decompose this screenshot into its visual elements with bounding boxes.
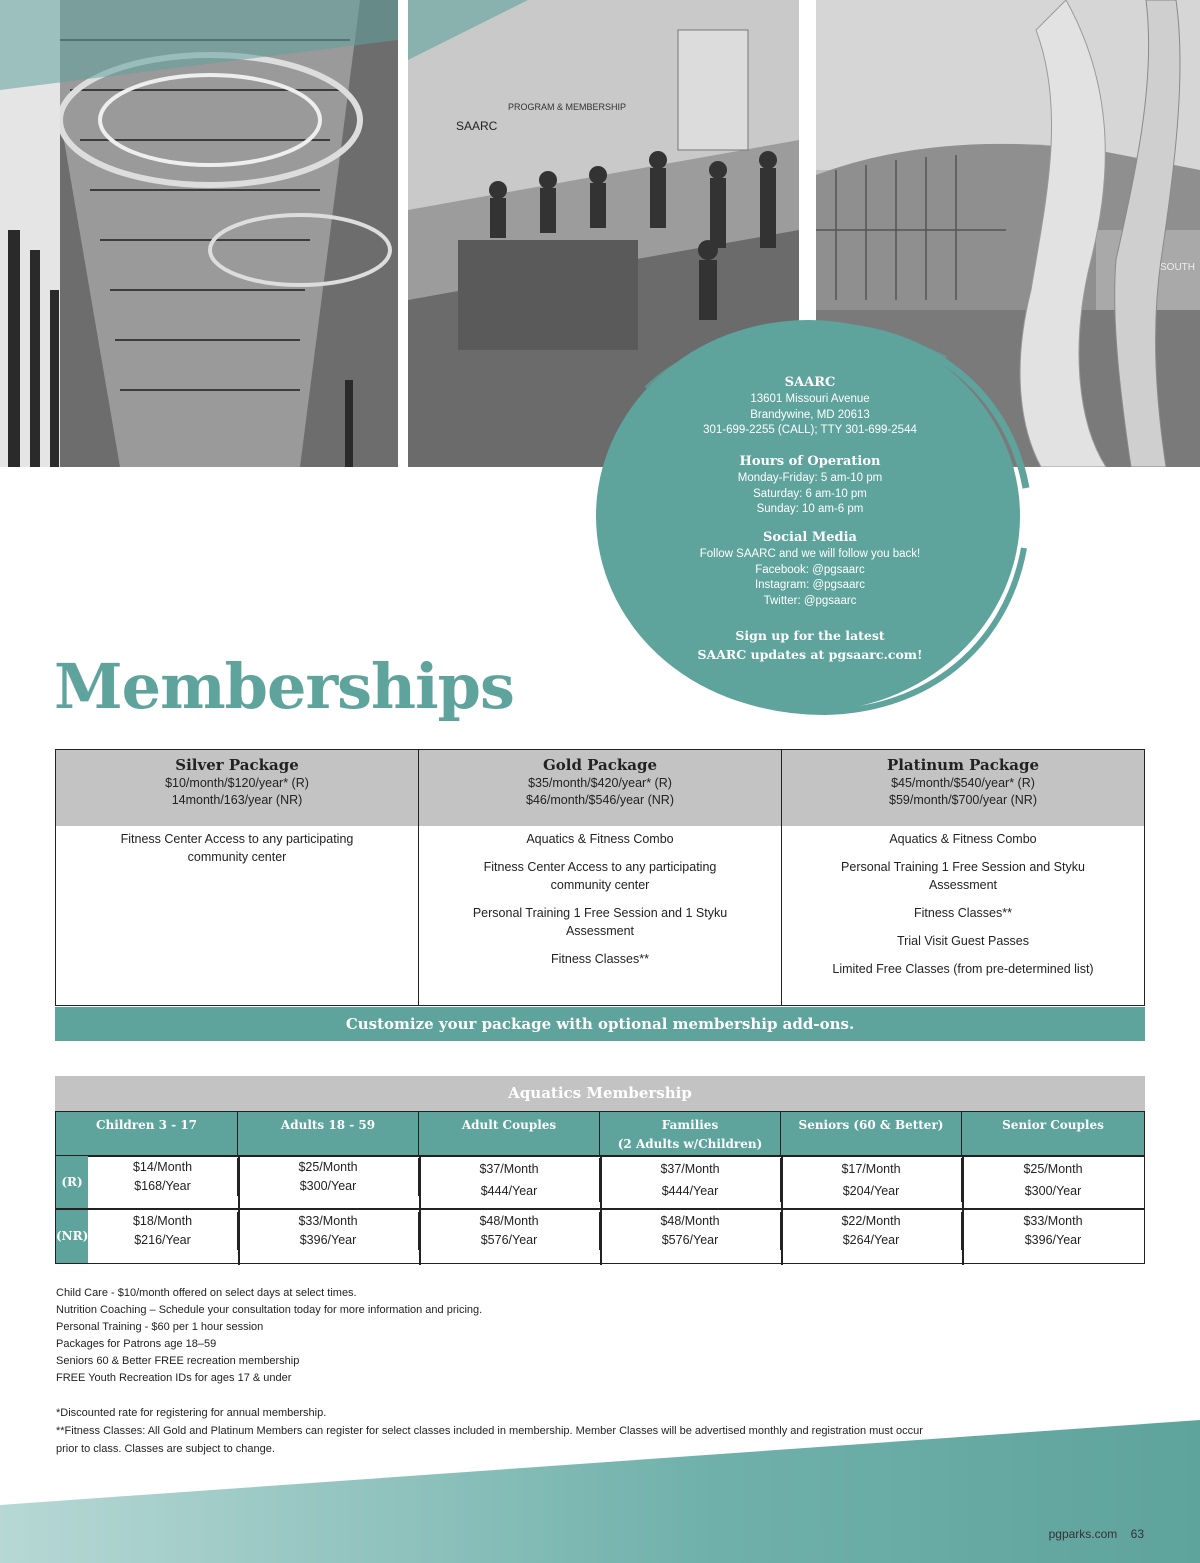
hours-saturday: Saturday: 6 am-10 pm <box>753 487 867 500</box>
package-price-r: $35/month/$420/year* (R) <box>528 776 672 790</box>
package-name: Silver Package <box>175 756 299 774</box>
note-item: Child Care - $10/month offered on select days at select times. <box>56 1287 357 1299</box>
hours-sunday: Sunday: 10 am-6 pm <box>756 503 864 515</box>
aquatics-cell: $37/Month $444/Year <box>419 1158 600 1202</box>
package-feature: Trial Visit Guest Passes <box>897 934 1029 948</box>
package-feature: Fitness Center Access to any participating community center <box>483 860 717 892</box>
package-column-silver <box>56 750 419 1005</box>
note-item: Packages for Patrons age 18–59 <box>56 1338 217 1350</box>
lobby-sign-text: SAARC <box>456 119 498 133</box>
addons-banner: Customize your package with optional membership add-ons. <box>55 1007 1145 1041</box>
aquatics-col-children: Children 3 - 17 <box>56 1112 238 1155</box>
aquatics-cell: $33/Month $396/Year <box>238 1212 419 1250</box>
aquatics-cell: $22/Month $264/Year <box>781 1212 962 1250</box>
social-heading: Social Media <box>763 530 857 545</box>
aquatics-cell: $14/Month $168/Year <box>88 1158 238 1196</box>
signup-block <box>586 626 1034 664</box>
aquatics-cell: $37/Month $444/Year <box>600 1158 781 1202</box>
info-address-block <box>586 374 1034 439</box>
aquatics-header-row <box>56 1112 1144 1155</box>
aquatics-col-families: Families (2 Adults w/Children) <box>600 1112 781 1155</box>
package-price-nr: $59/month/$700/year (NR) <box>889 793 1037 807</box>
signup-line-1: Sign up for the latest <box>735 628 885 643</box>
signup-line-2: SAARC updates at pgsaarc.com! <box>697 647 923 662</box>
note-item: Nutrition Coaching – Schedule your consultation today for more information and pricing. <box>56 1304 483 1316</box>
hours-block <box>586 453 1034 518</box>
facebook-handle: Facebook: @pgsaarc <box>755 563 865 576</box>
phone-line: 301-699-2255 (CALL); TTY 301-699-2544 <box>703 424 917 436</box>
package-price-r: $10/month/$120/year* (R) <box>165 776 309 790</box>
exterior-sign-text: SOUTH <box>1160 262 1195 273</box>
info-circle <box>586 318 1034 716</box>
address-line-2: Brandywine, MD 20613 <box>750 408 870 421</box>
package-feature: Personal Training 1 Free Session and Styku Assessment <box>841 860 1085 892</box>
package-table <box>55 749 1145 1006</box>
page-number: 63 <box>1130 1527 1144 1541</box>
package-feature: Fitness Center Access to any participating community center <box>120 832 354 864</box>
package-features <box>782 826 1144 988</box>
hours-heading: Hours of Operation <box>739 454 881 469</box>
package-name: Gold Package <box>542 756 658 774</box>
hours-weekday: Monday-Friday: 5 am-10 pm <box>737 472 883 484</box>
aquatics-cell: $25/Month $300/Year <box>1023 1162 1083 1198</box>
address-line-1: 13601 Missouri Avenue <box>750 393 870 405</box>
aquatics-col-adults: Adults 18 - 59 <box>238 1112 419 1155</box>
package-feature: Fitness Classes** <box>914 906 1012 920</box>
package-feature: Limited Free Classes (from pre-determined list) <box>832 962 1094 976</box>
package-column-gold <box>419 750 782 1005</box>
package-feature: Fitness Classes** <box>551 952 649 966</box>
package-header <box>419 750 781 826</box>
col-divider <box>419 1155 421 1265</box>
package-feature: Aquatics & Fitness Combo <box>889 832 1037 846</box>
families-subheading: (2 Adults w/Children) <box>617 1137 763 1151</box>
note-item: FREE Youth Recreation IDs for ages 17 & under <box>56 1372 292 1384</box>
aquatics-col-senior-couples: Senior Couples <box>1002 1118 1104 1132</box>
package-feature: Aquatics & Fitness Combo <box>526 832 674 846</box>
page-title: Memberships <box>54 650 514 723</box>
package-header <box>782 750 1144 826</box>
aquatics-cell: $17/Month $204/Year <box>781 1158 962 1202</box>
package-name: Platinum Package <box>886 756 1040 774</box>
footer-text <box>1049 1527 1144 1541</box>
social-block <box>586 529 1034 609</box>
row-label-r: (R) <box>56 1156 88 1208</box>
col-divider <box>962 1155 964 1265</box>
aquatics-cell: $48/Month $576/Year <box>600 1212 781 1250</box>
package-features <box>56 826 418 876</box>
aquatics-col-seniors: Seniors (60 & Better) <box>781 1112 962 1155</box>
twitter-handle: Twitter: @pgsaarc <box>763 594 857 607</box>
aquatics-col-adult-couples: Adult Couples <box>419 1112 600 1155</box>
note-item: Personal Training - $60 per 1 hour session <box>56 1321 264 1333</box>
aquatics-cell: $48/Month $576/Year <box>419 1212 600 1250</box>
interior-ceiling-photo <box>0 0 398 467</box>
package-column-platinum <box>782 750 1144 1005</box>
aquatics-title: Aquatics Membership <box>55 1076 1145 1111</box>
aquatics-cell: $18/Month $216/Year <box>88 1212 238 1250</box>
col-divider <box>238 1155 240 1265</box>
aquatics-cell: $25/Month $300/Year <box>238 1158 419 1196</box>
notes-list <box>56 1285 482 1387</box>
footer-band <box>0 1420 1200 1563</box>
package-price-nr: $46/month/$546/year (NR) <box>526 793 674 807</box>
package-price-r: $45/month/$540/year* (R) <box>891 776 1035 790</box>
aquatics-table <box>55 1111 1145 1264</box>
instagram-handle: Instagram: @pgsaarc <box>754 579 866 591</box>
col-divider <box>600 1155 602 1265</box>
col-divider <box>781 1155 783 1265</box>
row-label-nr: (NR) <box>56 1210 88 1263</box>
footer-site: pgparks.com <box>1048 1527 1118 1541</box>
note-item: Seniors 60 & Better FREE recreation membership <box>56 1355 300 1367</box>
package-header <box>56 750 418 826</box>
package-price-nr: 14month/163/year (NR) <box>171 793 303 807</box>
social-intro: Follow SAARC and we will follow you back! <box>699 548 921 560</box>
package-features <box>419 826 781 978</box>
package-feature: Personal Training 1 Free Session and 1 Styku Assessment <box>472 906 728 938</box>
footnote-item: **Fitness Classes: All Gold and Platinum Members can register for select classes included in membership. Member Classes will be advertised monthly and registration must occur prior to class. Classes are subject to change. <box>56 1425 923 1455</box>
aquatics-cell: $33/Month $396/Year <box>1023 1214 1083 1247</box>
footnote-item: *Discounted rate for registering for annual membership. <box>56 1407 327 1419</box>
info-name: SAARC <box>784 375 836 390</box>
lobby-wall-text: PROGRAM & MEMBERSHIP <box>508 102 627 112</box>
